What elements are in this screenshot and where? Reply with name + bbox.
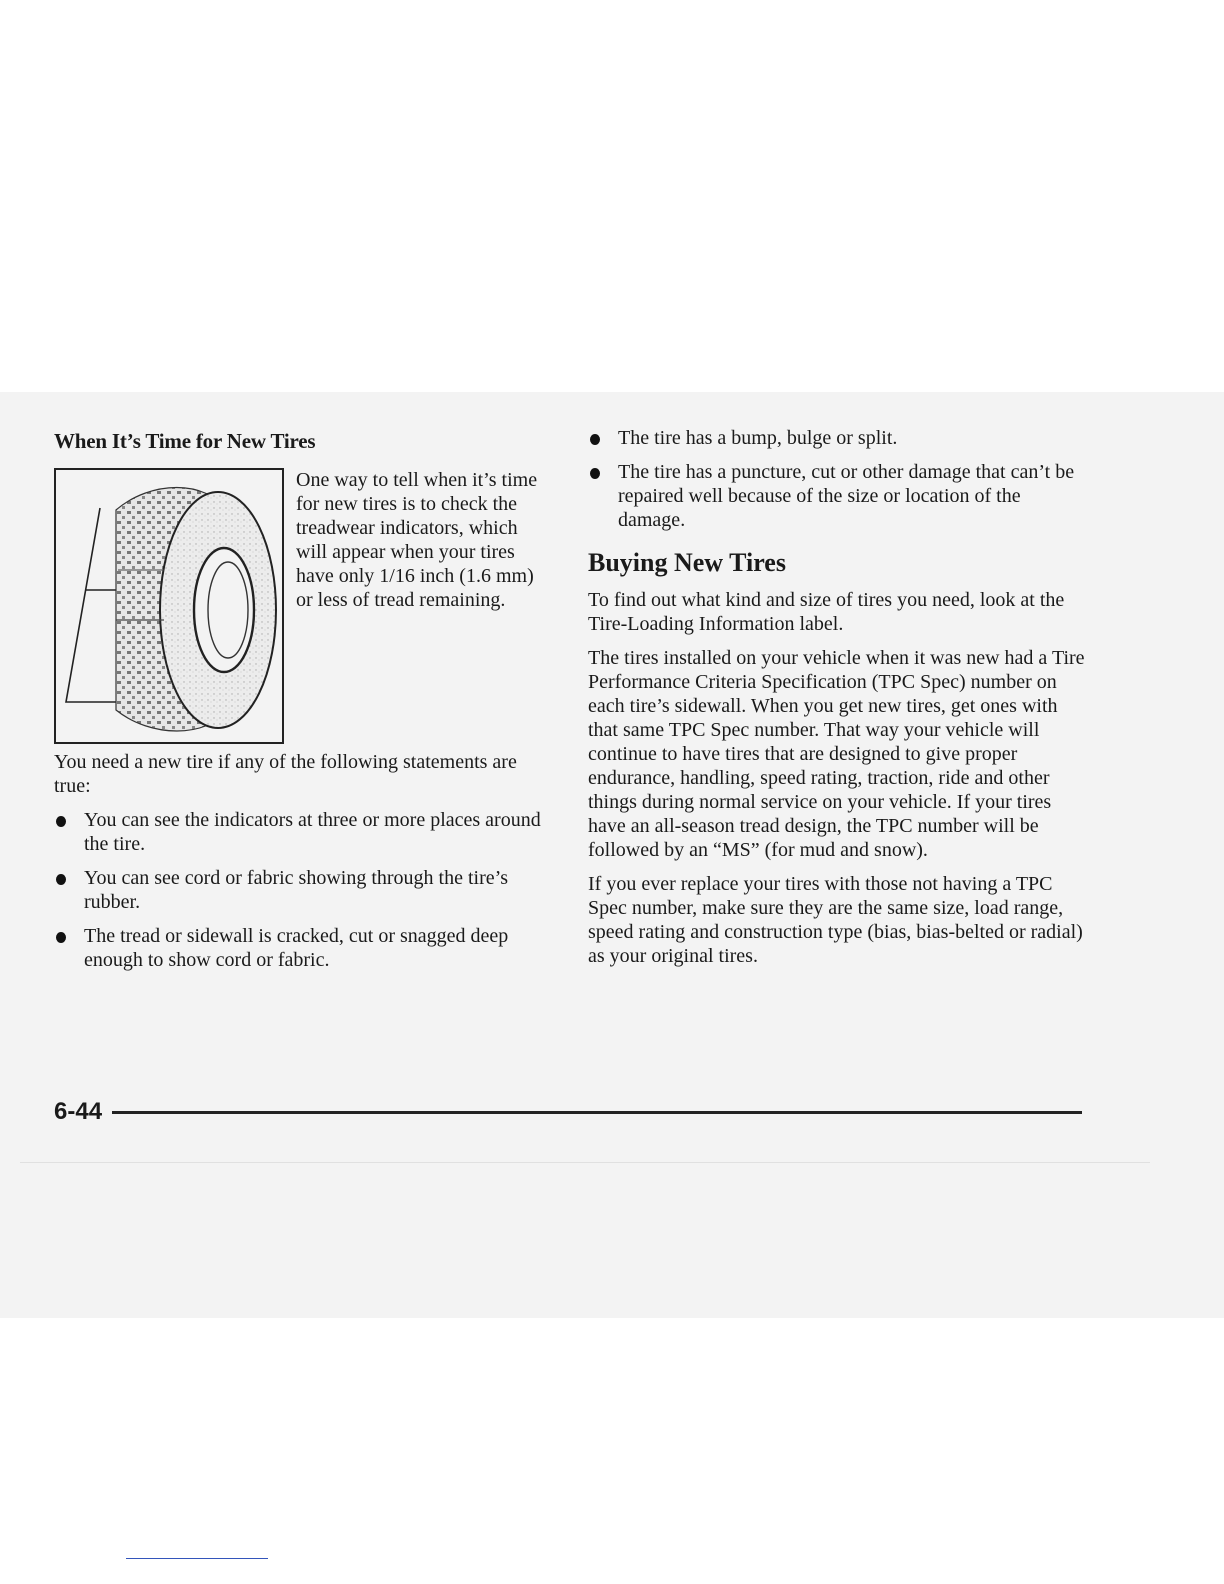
section-title: Buying New Tires	[588, 548, 786, 577]
statement-intro: You need a new tire if any of the following statements are true:	[54, 751, 517, 797]
bottom-underline	[126, 1558, 268, 1559]
list-item: You can see the indicators at three or more places around the tire.	[54, 808, 544, 856]
scan-edge-line	[20, 1162, 1150, 1163]
tire-illustration-icon	[54, 468, 284, 744]
paragraph: If you ever replace your tires with those not having a TPC Spec number, make sure they are the same size, load range, speed rating and construction type (bias, bias-belted or radial) as your original tires.	[588, 873, 1083, 967]
bullet-icon	[56, 874, 66, 885]
paragraph: To find out what kind and size of tires you need, look at the Tire-Loading Information label.	[588, 589, 1065, 635]
bullet-icon	[590, 468, 600, 479]
footer-rule	[112, 1111, 1082, 1114]
treadwear-description: One way to tell when it’s time for new tires is to check the treadwear indicators, which will appear when your tires have only 1/16 inch (1.6 mm) or less of tread remaining.	[296, 469, 538, 611]
subsection-heading: When It’s Time for New Tires	[54, 429, 316, 453]
list-item: The tire has a puncture, cut or other damage that can’t be repaired well because of the size or location of the damage.	[588, 460, 1088, 532]
new-tire-conditions-list	[54, 808, 544, 972]
right-column	[588, 426, 1088, 968]
paragraph: The tires installed on your vehicle when it was new had a Tire Performance Criteria Specification (TPC Spec) number on each tire’s sidewall. When you get new tires, get ones with that same TPC Spec number. That way your vehicle will continue to have tires that are designed to give proper endurance, handling, speed rating, traction, ride and other things during normal service on your vehicle. If your tires have an all-season tread design, the TPC number will be followed by an “MS” (for mud and snow).	[588, 647, 1085, 861]
left-column	[54, 428, 544, 972]
figure-row	[54, 468, 544, 750]
list-item: The tread or sidewall is cracked, cut or snagged deep enough to show cord or fabric.	[54, 924, 544, 972]
damage-conditions-list	[588, 426, 1088, 532]
bullet-icon	[590, 434, 600, 445]
bullet-icon	[56, 932, 66, 943]
bullet-icon	[56, 816, 66, 827]
list-item: The tire has a bump, bulge or split.	[588, 426, 1088, 450]
page-number: 6-44	[54, 1098, 103, 1125]
list-item: You can see cord or fabric showing through the tire’s rubber.	[54, 866, 544, 914]
page-footer	[54, 1098, 1082, 1126]
